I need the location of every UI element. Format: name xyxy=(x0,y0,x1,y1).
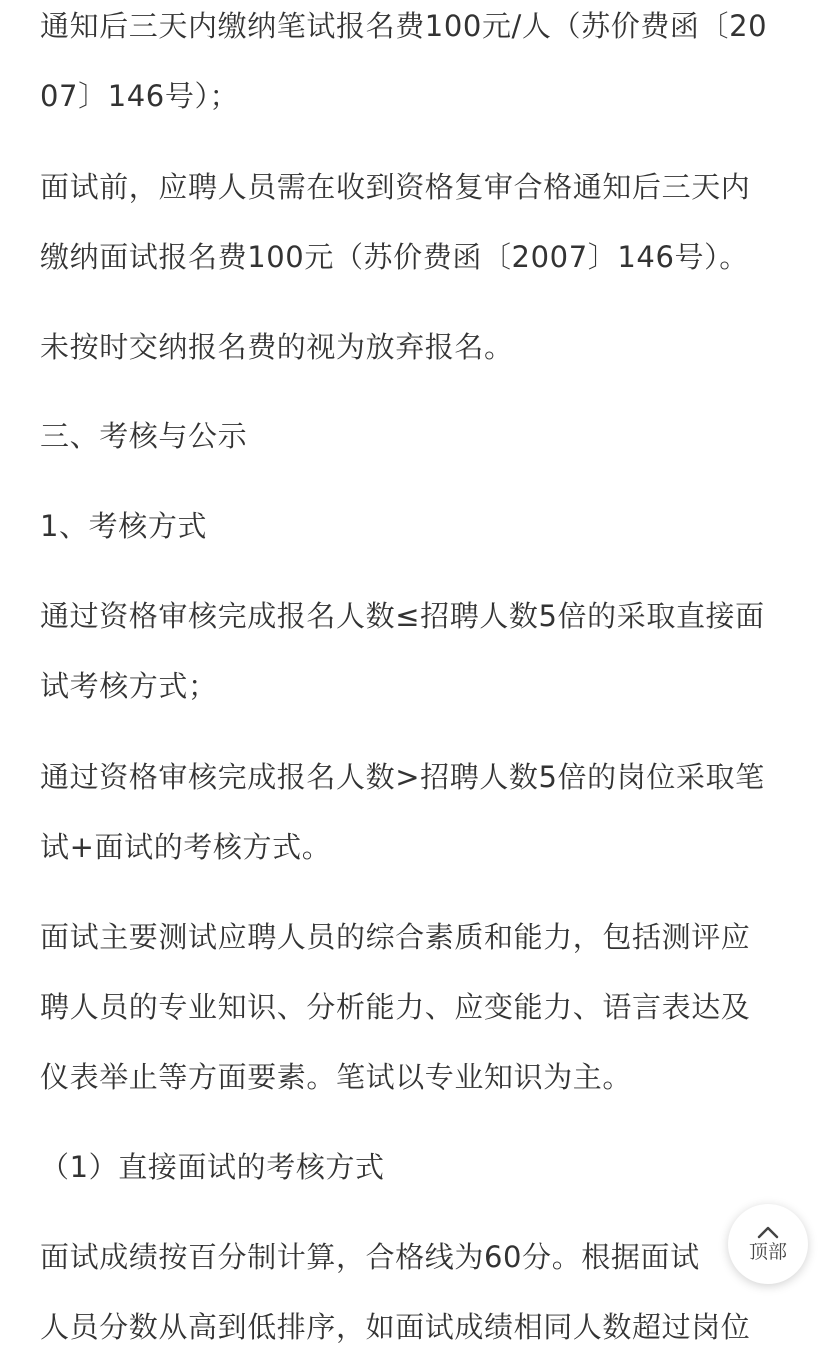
subsection-heading: 1、考核方式 xyxy=(40,509,208,543)
article-line: 未按时交纳报名费的视为放弃报名。 xyxy=(40,330,514,364)
article-line: 面试前，应聘人员需在收到资格复审合格通知后三天内 xyxy=(40,170,751,204)
article-line: 试+面试的考核方式。 xyxy=(40,830,332,864)
back-to-top-button[interactable] xyxy=(728,1204,808,1284)
subsection-heading: （1）直接面试的考核方式 xyxy=(40,1150,385,1184)
back-to-top-label: 顶部 xyxy=(748,1241,787,1263)
article-line: 缴纳面试报名费100元（苏价费函〔2007〕146号）。 xyxy=(40,240,749,274)
article-line: 通知后三天内缴纳笔试报名费100元/人（苏价费函〔20 xyxy=(40,9,768,43)
article-line: 仪表举止等方面要素。笔试以专业知识为主。 xyxy=(40,1060,633,1094)
article-line: 人员分数从高到低排序，如面试成绩相同人数超过岗位 xyxy=(40,1310,751,1344)
article-line: 07〕146号）； xyxy=(40,79,240,113)
section-heading: 三、考核与公示 xyxy=(40,419,248,453)
article-line: 面试主要测试应聘人员的综合素质和能力，包括测评应 xyxy=(40,920,751,954)
article-line: 面试成绩按百分制计算，合格线为60分。根据面试 xyxy=(40,1240,700,1274)
article-line: 试考核方式； xyxy=(40,669,218,703)
chevron-up-icon xyxy=(756,1225,780,1239)
article-line: 通过资格审核完成报名人数>招聘人数5倍的岗位采取笔 xyxy=(40,760,765,794)
article-line: 通过资格审核完成报名人数≤招聘人数5倍的采取直接面 xyxy=(40,599,765,633)
article-line: 聘人员的专业知识、分析能力、应变能力、语言表达及 xyxy=(40,990,751,1024)
